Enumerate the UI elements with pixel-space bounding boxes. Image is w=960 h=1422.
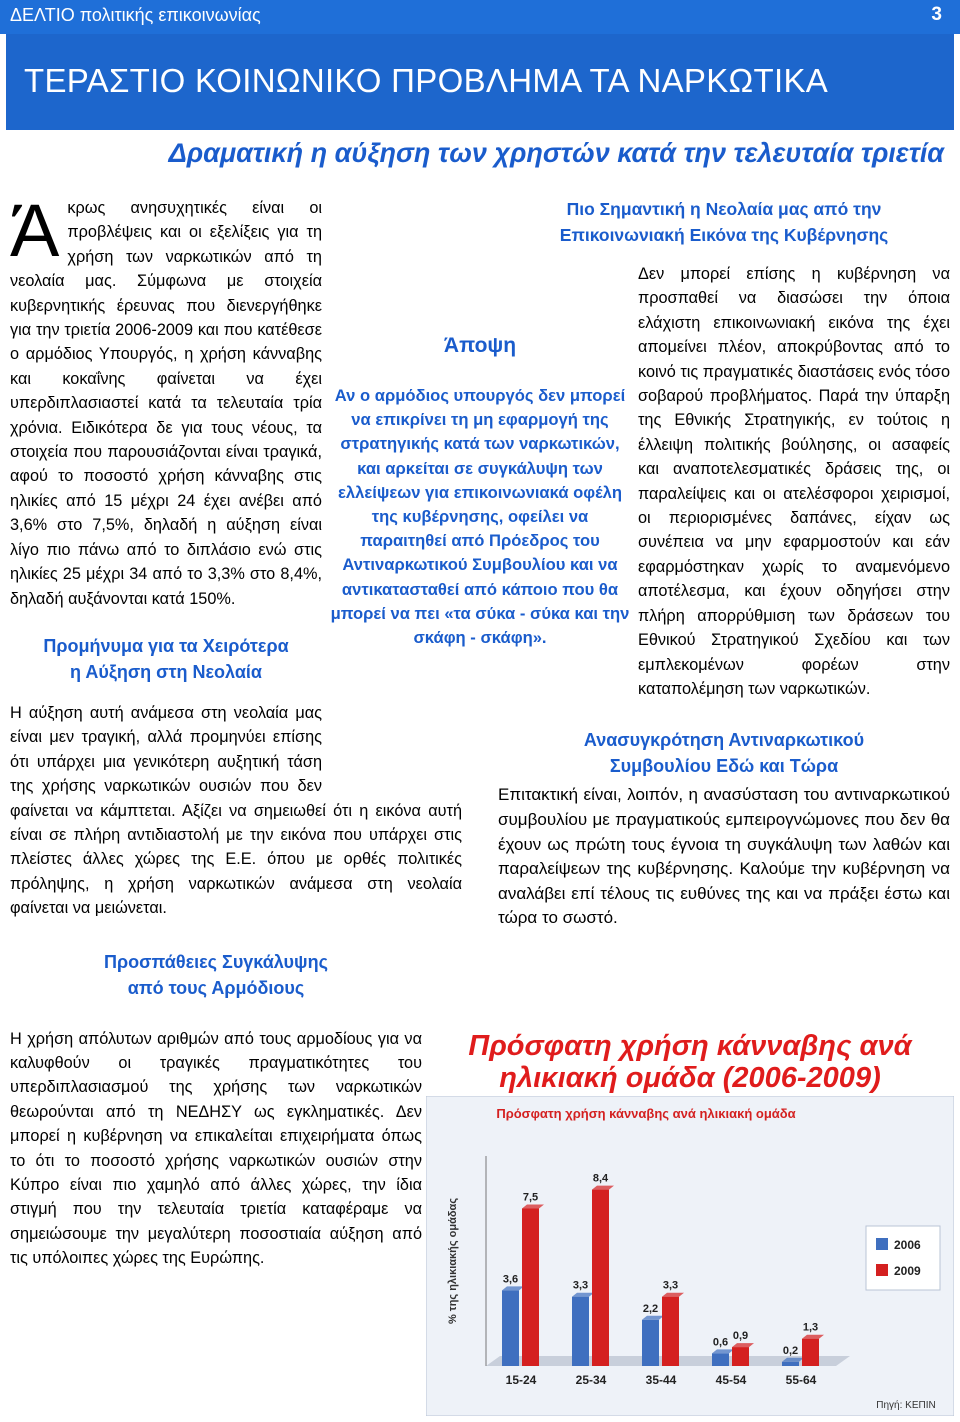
section-heading-2-line1: Προσπάθειες Συγκάλυψης: [104, 951, 328, 972]
page-number: 3: [931, 4, 942, 25]
x-tick-label: 45-54: [715, 1373, 747, 1387]
section-heading-1-line1: Προμήνυμα για τα Χειρότερα: [43, 635, 289, 656]
data-label: 0,6: [712, 1336, 729, 1349]
newsletter-name: ΔΕΛΤΙΟ πολιτικής επικοινωνίας: [10, 5, 261, 25]
bar-2006-45-54: [712, 1353, 729, 1366]
right-heading-2-line2: Συμβουλίου Εδώ και Τώρα: [609, 756, 839, 777]
right-paragraph-1: Δεν μπορεί επίσης η κυβέρνηση να προσπαθεί να διασώσει την όποια ελάχιστη επικοινωνιακή εικόνα της έχει απομείνει πλέον, αποκρύβοντας από το κοινό τις πραγματικές διαστάσεις ενός τόσο σοβαρού προβλήματος. Παρά την ύπαρξη της Εθνικής Στρατηγικής, εν τούτοις η έλλειψη πολιτικής βούλησης, οι ασαφείς και αναποτελεσματικές δράσεις της, οι παραλείψεις και οι ατελέσφοροι χειρισμοί, οι περιορισμένες δαπάνες, είχαν ως συνέπεια να μην εφαρμοστούν και εάν εφαρμόστηκαν χωρίς το αναμενόμενο αποτέλεσμα, και έχουν οδηγήσει στην πλήρη απορρύθμιση των δράσεων του Εθνικού Στρατηγικού Σχεδίου και των εμπλεκομένων φορέων στην καταπολέμηση των ναρκωτικών.: [638, 265, 950, 698]
legend-label-2006: 2006: [894, 1238, 921, 1252]
bar-2009-35-44: [662, 1297, 679, 1366]
right-heading-1: [498, 196, 950, 248]
data-label: 3,3: [662, 1279, 679, 1292]
data-label: 1,3: [802, 1321, 819, 1334]
bar-2006-55-64: [782, 1362, 799, 1366]
chart-svg: [426, 1096, 954, 1416]
data-label: 3,3: [572, 1279, 589, 1292]
bar-2009-45-54: [732, 1347, 749, 1366]
title-banner: [6, 34, 954, 130]
legend-box: [866, 1226, 940, 1290]
data-label: 8,4: [592, 1172, 609, 1185]
legend-swatch-2009: [876, 1264, 888, 1276]
right-heading-2: [498, 727, 950, 779]
dropcap: Ά: [10, 189, 60, 272]
right-heading-1-line1: Πιο Σημαντική η Νεολαία μας από την: [566, 199, 882, 219]
right-heading-1-line2: Επικοινωνιακή Εικόνα της Κυβέρνησης: [559, 225, 889, 245]
legend-swatch-2006: [876, 1238, 888, 1250]
section-heading-2-line2: από τους Αρμόδιους: [127, 977, 305, 998]
legend-label-2009: 2009: [894, 1264, 921, 1278]
opinion-text: Αν ο αρμόδιος υπουργός δεν μπορεί να επικρίνει τη μη εφαρμογή της στρατηγικής κατά των ναρκωτικών, και αρκείται σε συγκάλυψη των ελλείψεων για επικοινωνιακά οφέλη της κυβέρνησης, οφείλει να παραιτηθεί από Πρόεδρος του Αντιναρκωτικού Συμβουλίου και να αντικατασταθεί από κάποιο που θα μπορεί να πει «τα σύκα - σύκα και την σκάφη - σκάφη».: [330, 386, 630, 648]
page-header: [0, 0, 960, 34]
bar-2006-25-34: [572, 1297, 589, 1366]
cannabis-chart: [426, 1030, 954, 1416]
x-tick-label: 55-64: [785, 1373, 817, 1387]
right-heading-2-line1: Ανασυγκρότηση Αντιναρκωτικού: [583, 730, 865, 751]
data-label: 0,2: [782, 1344, 799, 1357]
right-paragraph-2: Επιτακτική είναι, λοιπόν, η ανασύσταση του αντιναρκωτικού συμβουλίου με πραγματικούς εμπειρογνώμονες που δεν θα έχουν ως πρώτη τους έγνοια τη συγκάλυψη των λαθών και παραλείψεων της κυβέρνησης. Καλούμε την κυβέρνηση να αναλάβει επί τέλους τις ευθύνες της και να πράξει έστω και τώρα το σωστό.: [498, 785, 950, 928]
chart-title: Πρόσφατη χρήση κάνναβης ανά ηλικιακή ομάδα (2006-2009): [468, 1030, 912, 1094]
section-heading-1: [10, 633, 322, 685]
x-tick-label: 15-24: [505, 1373, 537, 1387]
section-heading-1-line2: η Αύξηση στη Νεολαία: [70, 661, 262, 682]
data-label: 3,6: [502, 1273, 519, 1286]
right-column: [498, 196, 950, 931]
article-subtitle: Δραματική η αύξηση των χρηστών κατά την τελευταία τριετία: [168, 138, 944, 168]
bar-2009-55-64: [802, 1339, 819, 1366]
spacer: [322, 736, 462, 776]
section-heading-2: [10, 949, 422, 1001]
chart-source: Πηγή: ΚΕΠΙΝ: [876, 1400, 936, 1411]
bar-2009-25-34: [592, 1190, 609, 1366]
x-tick-label: 35-44: [645, 1373, 677, 1387]
spacer: [322, 196, 462, 300]
bar-2006-15-24: [502, 1290, 519, 1366]
paragraph-2: Η αύξηση αυτή ανάμεσα στη νεολαία μας είναι μεν τραγική, αλλά προμηνύει επίσης ότι υπάρχει μια γενικότερη αυξητική τάση της χρήσης ναρκωτικών ουσιών που δεν φαίνεται να κάμπτεται. Αξίζει να σημειωθεί ότι η εικόνα αυτή είναι σε πλήρη αντιδιαστολή με την εικόνα που υπάρχει στις πλείστες άλλες χώρες της Ε.Ε. όπου με ορθές πολιτικές πρόληψης, η χρήση ναρκωτικών ανάμεσα στη νεολαία φαίνεται να μειώνεται.: [10, 703, 462, 918]
data-label: 0,9: [732, 1330, 749, 1343]
bar-2006-35-44: [642, 1320, 659, 1366]
y-axis-label: % της ηλικιακής ομάδας: [447, 1197, 459, 1325]
banner-title: ΤΕΡΑΣΤΙΟ ΚΟΙΝΩΝΙΚΟ ΠΡΟΒΛΗΜΑ ΤΑ ΝΑΡΚΩΤΙΚΑ: [24, 62, 829, 99]
intro-paragraph: κρως ανησυχητικές είναι οι προβλέψεις και οι εξελίξεις για τη χρήση των ναρκωτικών από τη νεολαία μας. Σύμφωνα με στοιχεία κυβερνητικής έρευνας που διενεργήθηκε για την τριετία 2006-2009 και που κατέθεσε ο αρμόδιος Υπουργός, η χρήση κάνναβης και κοκαΐνης φαίνεται να έχει υπερδιπλασιαστεί κατά τα τελευταία τρία χρόνια. Ειδικότερα δε για τους νέους, τα στοιχεία που παρουσιάζονται είναι τραγικά, αφού το ποσοστό χρήση κάνναβης στις ηλικίες από 15 μέχρι 24 έχει ανέβει από 3,6% στο 7,5%, δηλαδή η αύξηση είναι λίγο πιο πάνω από το διπλάσιο ενώ στις ηλικίες 25 μέχρι 34 από το 3,3% στο 8,4%, δηλαδή αυξάνονται κατά 150%.: [10, 199, 322, 608]
opinion-title: Άποψη: [443, 334, 517, 357]
x-tick-label: 25-34: [575, 1373, 607, 1387]
data-label: 7,5: [522, 1191, 539, 1204]
bar-2009-15-24: [522, 1209, 539, 1367]
chart-inner-title: Πρόσφατη χρήση κάνναβης ανά ηλικιακή ομάδα: [496, 1106, 796, 1121]
data-label: 2,2: [642, 1302, 659, 1315]
paragraph-3: Η χρήση απόλυτων αριθμών από τους αρμοδίους για να καλυφθούν οι τραγικές πραγματικότητες του υπερδιπλασιασμού της χρήσης των ναρκωτικών θεωρούνται από τη ΝΕΔΗΣΥ ως εγκληματικές. Δεν μπορεί η κυβέρνηση να επικαλείται επιχειρήματα όπως το ότι το ποσοστό χρήσης ναρκωτικών ουσιών στην Κύπρο είναι πιο χαμηλό από άλλες χώρες, την ίδια στιγμή που την τελευταία τριετία καταφέραμε να σημειώσουμε την μεγαλύτερη ποσοστιαία αύξηση από τις υπόλοιπες χώρες της Ευρώπης.: [10, 1029, 422, 1268]
